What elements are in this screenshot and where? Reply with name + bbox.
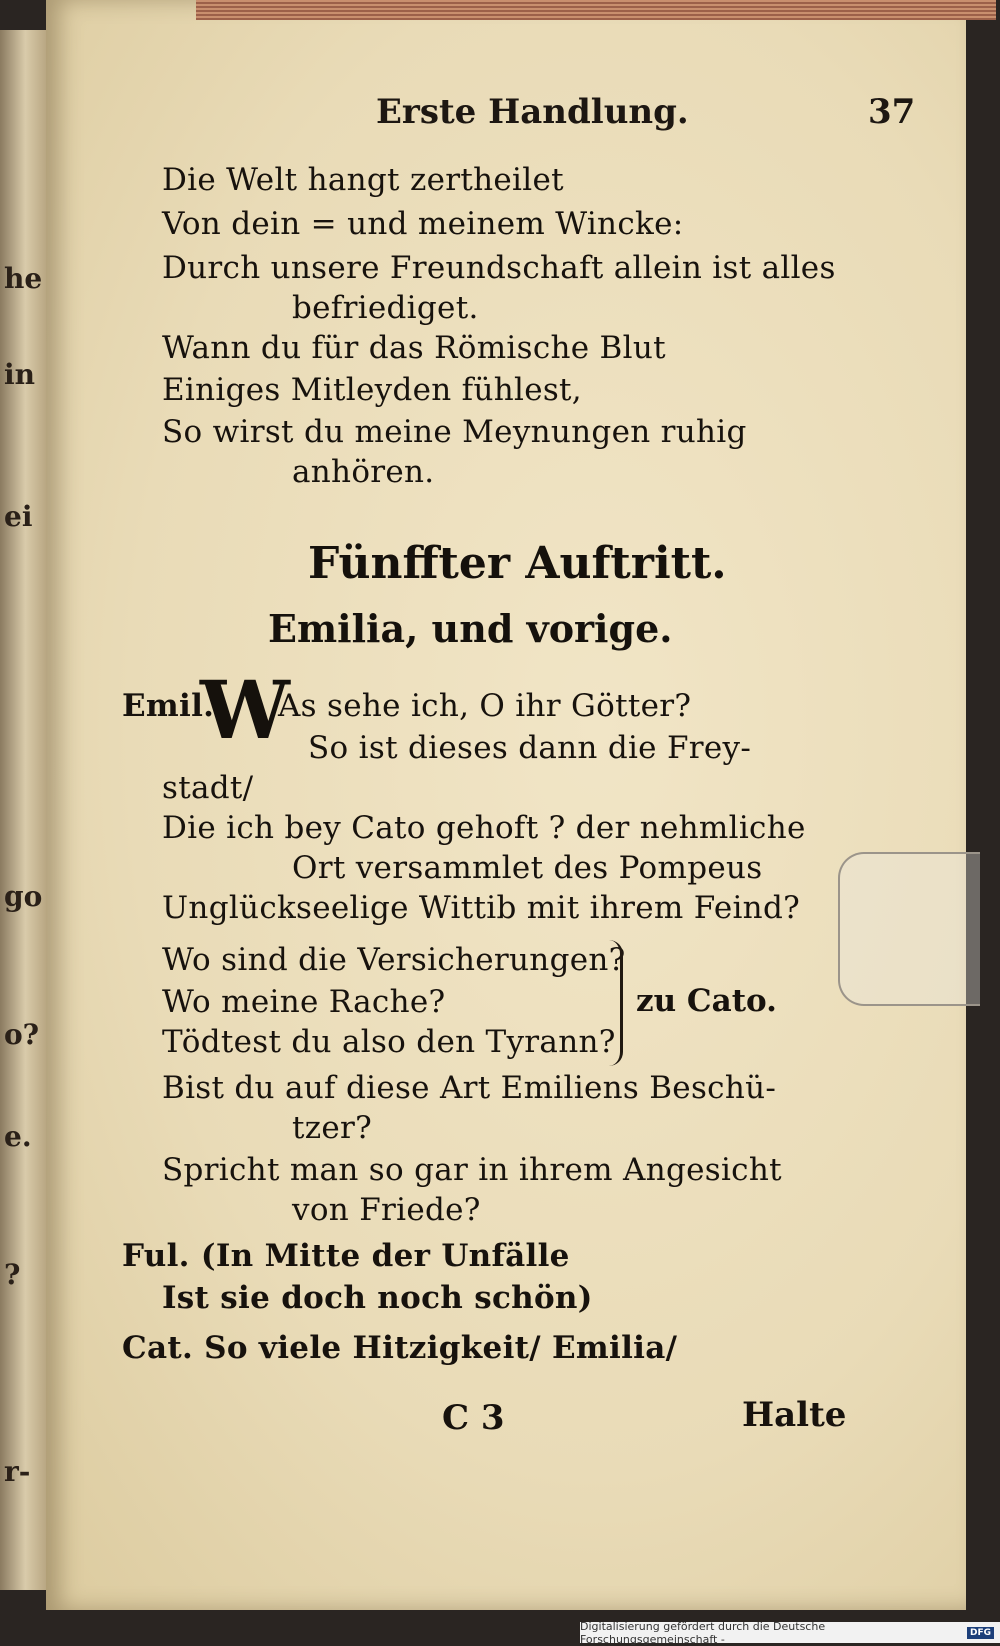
left-page-fragment: in	[4, 358, 35, 391]
left-page-fragment: o?	[4, 1018, 40, 1051]
page-edges	[196, 0, 996, 20]
speech-line: Ort versammlet des Pompeus	[292, 850, 763, 886]
speech-line: Spricht man so gar in ihrem Angesicht	[162, 1152, 782, 1188]
book-page	[46, 0, 966, 1610]
speech-cat: Cat. So viele Hitzigkeit/ Emilia/	[122, 1330, 678, 1366]
left-page-fragment: r-	[4, 1455, 31, 1488]
verse-line: So wirst du meine Meynungen ruhig	[162, 414, 747, 450]
left-page-fragment: go	[4, 880, 43, 913]
curly-brace	[606, 940, 623, 1066]
catchword: Halte	[742, 1395, 847, 1435]
verse-line: Durch unsere Freundschaft allein ist alles	[162, 250, 836, 286]
speech-ful: Ist sie doch noch schön)	[162, 1280, 593, 1316]
left-page-fragment: he	[4, 262, 43, 295]
speech-line: So ist dieses dann die Frey-	[308, 730, 752, 766]
stage-aside: zu Cato.	[636, 983, 777, 1019]
speaker-emil: Emil.	[122, 688, 215, 724]
speech-line: Unglückseelige Wittib mit ihrem Feind?	[162, 890, 801, 926]
left-page-fragment: ei	[4, 500, 33, 533]
dfg-logo: DFG	[967, 1627, 994, 1639]
speech-line: von Friede?	[292, 1192, 481, 1228]
page-number: 37	[868, 92, 916, 132]
left-page-fragment: e.	[4, 1120, 32, 1153]
left-page-fragment: ?	[4, 1258, 21, 1291]
verse-line: Die Welt hangt zertheilet	[162, 162, 564, 198]
braced-line: Tödtest du also den Tyrann?	[162, 1024, 616, 1060]
braced-line: Wo meine Rache?	[162, 984, 446, 1020]
speech-line: Bist du auf diese Art Emiliens Beschü-	[162, 1070, 777, 1106]
verse-line: Wann du für das Römische Blut	[162, 330, 666, 366]
speech-ful: Ful. (In Mitte der Unfälle	[122, 1238, 570, 1274]
verse-line: Einiges Mitleyden fühlest,	[162, 372, 582, 408]
scene-cast: Emilia, und vorige.	[268, 606, 673, 651]
verse-line: anhören.	[292, 454, 435, 490]
digitization-footer	[580, 1619, 1000, 1646]
speech-line: tzer?	[292, 1110, 373, 1146]
footer-text: Digitalisierung gefördert durch die Deutsche Forschungsgemeinschaft -	[580, 1619, 826, 1646]
page-clip	[838, 852, 980, 1006]
running-head: Erste Handlung.	[376, 92, 689, 132]
braced-line: Wo sind die Versicherungen?	[162, 942, 626, 978]
signature-mark: C 3	[442, 1398, 505, 1438]
verse-line: Von dein = und meinem Wincke:	[162, 206, 684, 242]
verse-line: befriediget.	[292, 290, 479, 326]
scene-title: Fünffter Auftritt.	[308, 538, 727, 589]
speech-line: stadt/	[162, 770, 254, 806]
drop-cap: W	[200, 663, 290, 757]
speech-line: As sehe ich, O ihr Götter?	[278, 688, 692, 724]
speech-line: Die ich bey Cato gehoft ? der nehmliche	[162, 810, 806, 846]
